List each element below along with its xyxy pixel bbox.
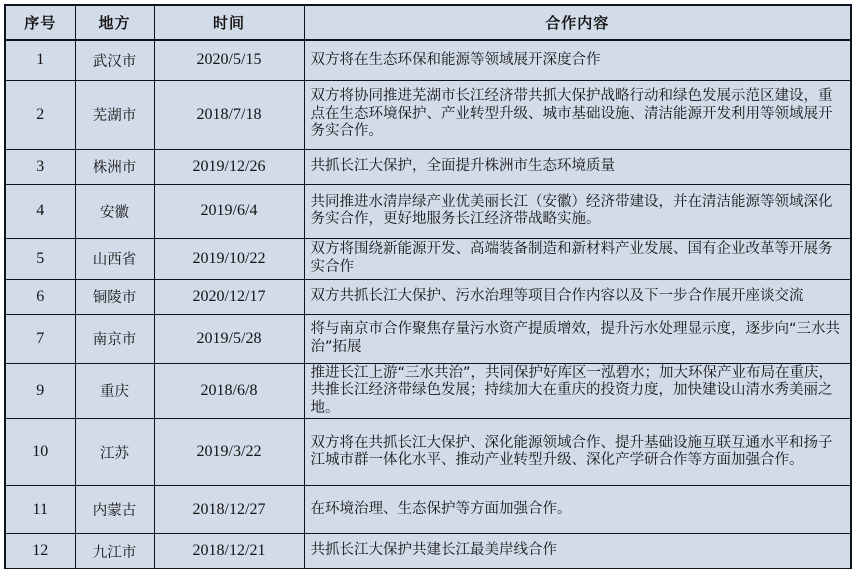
cell-date: 2019/3/22 [154, 419, 304, 486]
cell-date: 2018/7/18 [154, 80, 304, 149]
cell-content: 双方将围绕新能源开发、高端装备制造和新材料产业发展、国有企业改革等开展务实合作 [304, 238, 851, 279]
cell-place: 安徽 [75, 184, 154, 238]
cell-place: 铜陵市 [75, 279, 154, 314]
cell-index: 5 [5, 238, 75, 279]
column-header-content: 合作内容 [304, 5, 851, 40]
table-row [5, 419, 851, 486]
cell-content: 共同推进水清岸绿产业优美丽长江（安徽）经济带建设，并在清洁能源等领域深化务实合作，更好地服务长江经济带战略实施。 [304, 184, 851, 238]
table-row [5, 486, 851, 534]
table-row [5, 314, 851, 363]
table-row [5, 80, 851, 149]
cell-date: 2019/5/28 [154, 314, 304, 363]
cooperation-table [4, 4, 852, 569]
table-row [5, 363, 851, 419]
cell-index: 12 [5, 534, 75, 569]
cell-date: 2020/5/15 [154, 40, 304, 80]
cell-index: 2 [5, 80, 75, 149]
table-row [5, 149, 851, 184]
cell-place: 九江市 [75, 534, 154, 569]
cell-content: 双方将在生态环保和能源等领域展开深度合作 [304, 40, 851, 80]
column-header-date: 时间 [154, 5, 304, 40]
cell-content: 共抓长江大保护，全面提升株洲市生态环境质量 [304, 149, 851, 184]
cell-place: 株洲市 [75, 149, 154, 184]
cell-place: 内蒙古 [75, 486, 154, 534]
cell-place: 南京市 [75, 314, 154, 363]
cell-content: 双方将协同推进芜湖市长江经济带共抓大保护战略行动和绿色发展示范区建设，重点在生态环境保护、产业转型升级、城市基础设施、清洁能源开发利用等领域展开务实合作。 [304, 80, 851, 149]
table-row [5, 40, 851, 80]
cell-index: 10 [5, 419, 75, 486]
cell-place: 江苏 [75, 419, 154, 486]
cell-index: 1 [5, 40, 75, 80]
cell-date: 2019/6/4 [154, 184, 304, 238]
cell-date: 2018/6/8 [154, 363, 304, 419]
cell-date: 2018/12/27 [154, 486, 304, 534]
column-header-place: 地方 [75, 5, 154, 40]
cell-date: 2020/12/17 [154, 279, 304, 314]
cell-index: 9 [5, 363, 75, 419]
cell-date: 2018/12/21 [154, 534, 304, 569]
table-row [5, 184, 851, 238]
table-row [5, 238, 851, 279]
column-header-index: 序号 [5, 5, 75, 40]
cell-index: 3 [5, 149, 75, 184]
cell-place: 山西省 [75, 238, 154, 279]
table-row [5, 279, 851, 314]
cell-content: 在环境治理、生态保护等方面加强合作。 [304, 486, 851, 534]
cell-index: 4 [5, 184, 75, 238]
cell-content: 双方共抓长江大保护、污水治理等项目合作内容以及下一步合作展开座谈交流 [304, 279, 851, 314]
cell-place: 芜湖市 [75, 80, 154, 149]
cell-content: 将与南京市合作聚焦存量污水资产提质增效，提升污水处理显示度，逐步向“三水共治”拓展 [304, 314, 851, 363]
cell-content: 双方将在共抓长江大保护、深化能源领域合作、提升基础设施互联互通水平和扬子江城市群一体化水平、推动产业转型升级、深化产学研合作等方面加强合作。 [304, 419, 851, 486]
cell-date: 2019/12/26 [154, 149, 304, 184]
cell-place: 武汉市 [75, 40, 154, 80]
cell-index: 11 [5, 486, 75, 534]
cell-place: 重庆 [75, 363, 154, 419]
cell-date: 2019/10/22 [154, 238, 304, 279]
cell-index: 7 [5, 314, 75, 363]
cell-index: 6 [5, 279, 75, 314]
table-row [5, 534, 851, 569]
table-body [5, 40, 851, 569]
cell-content: 共抓长江大保护共建长江最美岸线合作 [304, 534, 851, 569]
header-row [5, 5, 851, 40]
cell-content: 推进长江上游“三水共治”，共同保护好库区一泓碧水；加大环保产业布局在重庆，共推长江经济带绿色发展；持续加大在重庆的投资力度，加快建设山清水秀美丽之地。 [304, 363, 851, 419]
